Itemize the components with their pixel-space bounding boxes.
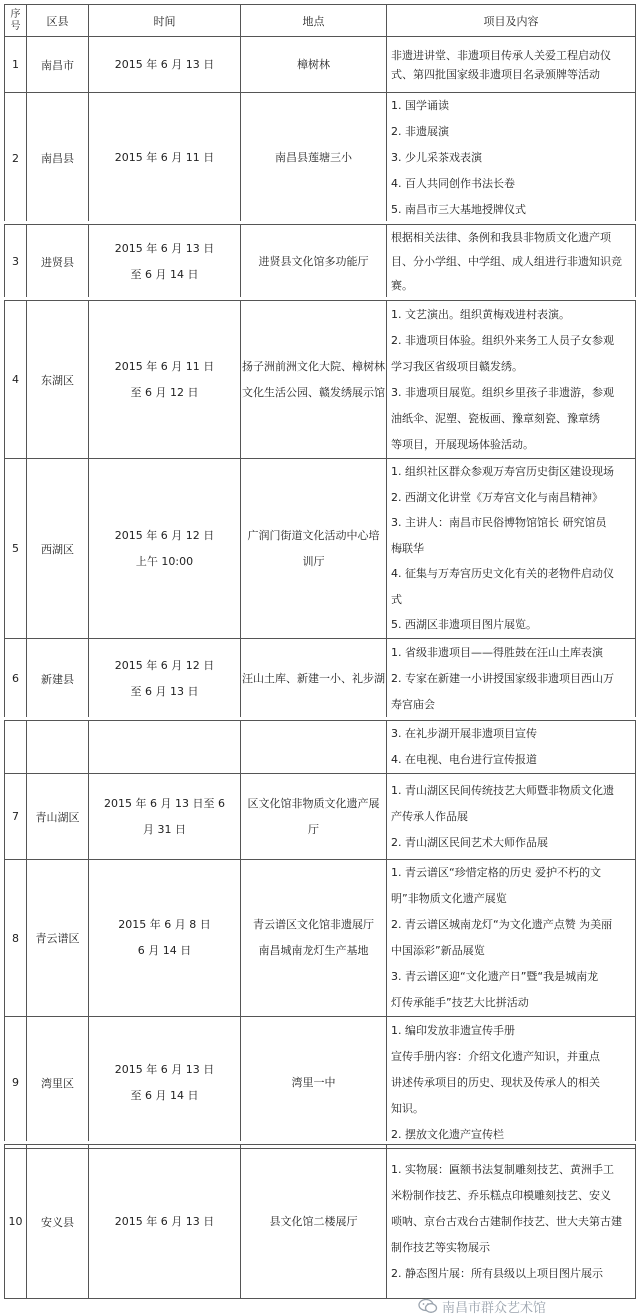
text-line: 2015 年 6 月 12 日 — [114, 528, 215, 542]
place-cell — [241, 774, 387, 860]
content-cell — [387, 301, 636, 459]
text-line: 式 — [391, 592, 402, 606]
header-seq: 序 号 — [5, 5, 27, 37]
table-header-row — [5, 5, 636, 37]
time-cell — [89, 225, 241, 299]
schedule-table-part-5 — [4, 1144, 636, 1299]
text-line: 1. 青云谱区“珍惜定格的历史 爱护不朽的文 — [391, 866, 602, 879]
text-line: 4. 在电视、电台进行宣传报道 — [391, 753, 537, 766]
text-line: 上午 10:00 — [135, 554, 194, 568]
text-line: 米粉制作技艺、乔乐糕点印模雕刻技艺、安义 — [391, 1188, 611, 1202]
text-line: 月 31 日 — [143, 822, 186, 836]
schedule-table-part-2 — [4, 224, 636, 299]
text-line: 樟树林 — [297, 57, 330, 71]
text-line: 广润门街道文化活动中心培 — [247, 528, 380, 542]
text-line: 产传承人作品展 — [391, 809, 468, 823]
schedule-table-part-1 — [4, 4, 636, 224]
text-line: 3. 主讲人：南昌市民俗博物馆馆长 研究馆员 — [391, 516, 607, 530]
text-line: 明”非物质文化遗产展览 — [391, 892, 507, 905]
content-cell — [387, 860, 636, 1017]
text-line: 南昌城南龙灯生产基地 — [258, 944, 369, 957]
text-line: 唢呐、京台古戏台古建制作技艺、世大夫第古建 — [391, 1214, 622, 1228]
time-cell — [89, 301, 241, 459]
row-number: 1 — [5, 37, 27, 93]
text-line: 5. 南昌市三大基地授牌仪式 — [391, 203, 526, 216]
row-number: 4 — [5, 301, 27, 459]
district-cell: 南昌市 — [27, 37, 89, 93]
district-cell: 安义县 — [27, 1145, 89, 1299]
content-cell — [387, 225, 636, 299]
place-cell — [241, 860, 387, 1017]
district-cell — [27, 721, 89, 774]
place-cell — [241, 225, 387, 299]
text-line: 2015 年 6 月 8 日 — [118, 918, 211, 931]
district-cell: 进贤县 — [27, 225, 89, 299]
header-place: 地点 — [241, 5, 387, 37]
text-line: 寿宫庙会 — [391, 697, 435, 711]
text-line: 2015 年 6 月 12 日 — [114, 658, 215, 672]
text-line: 2. 西湖文化讲堂《万寿宫文化与南昌精神》 — [391, 490, 603, 504]
table-row — [5, 301, 636, 459]
place-cell — [241, 93, 387, 224]
text-line: 2015 年 6 月 11 日 — [114, 359, 215, 373]
text-line: 2. 青云谱区城南龙灯“为文化遗产点赞 为美丽 — [391, 918, 613, 931]
text-line: 中国添彩”新品展览 — [391, 944, 485, 957]
district-cell: 青云谱区 — [27, 860, 89, 1017]
text-line: 制作技艺等实物展示 — [391, 1240, 490, 1254]
text-line: 至 6 月 14 日 — [130, 1088, 199, 1102]
text-line: 2015 年 6 月 13 日 — [114, 1214, 215, 1228]
text-line: 2015 年 6 月 13 日至 6 — [104, 796, 225, 810]
text-line: 南昌县莲塘三小 — [275, 151, 352, 164]
place-cell — [241, 721, 387, 774]
text-line: 知识。 — [391, 1101, 424, 1115]
time-cell — [89, 639, 241, 719]
text-line: 4. 百人共同创作书法长卷 — [391, 177, 515, 190]
text-line: 油纸伞、泥塑、瓷板画、豫章刻瓷、豫章绣 — [391, 411, 600, 425]
row-number — [5, 721, 27, 774]
row-number: 8 — [5, 860, 27, 1017]
district-cell: 西湖区 — [27, 459, 89, 639]
text-line: 1. 省级非遗项目——得胜鼓在汪山土库表演 — [391, 645, 603, 659]
text-line: 2. 摆放文化遗产宣传栏 — [391, 1127, 504, 1141]
time-cell — [89, 459, 241, 639]
watermark-text: 南昌市群众艺术馆 — [442, 1300, 547, 1316]
text-line: 训厅 — [302, 554, 325, 568]
time-cell — [89, 93, 241, 224]
text-line: 灯传承能手”技艺大比拼活动 — [391, 996, 529, 1009]
content-cell — [387, 774, 636, 860]
table-row — [5, 93, 636, 224]
table-row — [5, 774, 636, 860]
row-number: 9 — [5, 1017, 27, 1149]
text-line: 湾里一中 — [291, 1075, 336, 1089]
wechat-icon — [418, 1298, 438, 1314]
row-number: 10 — [5, 1145, 27, 1299]
text-line: 2015 年 6 月 13 日 — [114, 57, 215, 71]
text-line: 等项目，开展现场体验活动。 — [391, 437, 534, 451]
text-line: 区文化馆非物质文化遗产展 — [247, 796, 380, 810]
schedule-table-part-3 — [4, 300, 636, 719]
district-cell: 南昌县 — [27, 93, 89, 224]
table-row — [5, 860, 636, 1017]
text-line: 2. 专家在新建一小讲授国家级非遗项目西山万 — [391, 671, 614, 685]
text-line: 非遗进讲堂、非遗项目传承人关爱工程启动仪 — [391, 48, 611, 62]
place-cell — [241, 37, 387, 93]
content-cell — [387, 1017, 636, 1149]
row-number: 2 — [5, 93, 27, 224]
time-cell — [89, 1145, 241, 1299]
table-row — [5, 639, 636, 719]
text-line: 至 6 月 13 日 — [130, 684, 199, 698]
text-line: 4. 征集与万寿宫历史文化有关的老物件启动仪 — [391, 567, 614, 581]
text-line: 2015 年 6 月 13 日 — [114, 241, 215, 255]
content-cell — [387, 459, 636, 639]
row-number: 5 — [5, 459, 27, 639]
text-line: 文化生活公园、赣发绣展示馆 — [242, 385, 385, 399]
text-line: 3. 青云谱区迎“文化遗产日”暨“我是城南龙 — [391, 970, 599, 983]
text-line: 县文化馆二楼展厅 — [269, 1214, 358, 1228]
text-line: 扬子洲前洲文化大院、樟树林 — [242, 359, 385, 373]
row-number: 7 — [5, 774, 27, 860]
table-row — [5, 721, 636, 774]
text-line: 至 6 月 14 日 — [130, 267, 199, 281]
text-line: 宣传手册内容：介绍文化遗产知识，并重点 — [391, 1049, 600, 1063]
content-cell — [387, 639, 636, 719]
text-line: 目、分小学组、中学组、成人组进行非遗知识竞 — [391, 254, 622, 268]
table-row — [5, 225, 636, 299]
row-number: 6 — [5, 639, 27, 719]
text-line: 梅联华 — [391, 541, 424, 555]
time-cell — [89, 721, 241, 774]
text-line: 汪山土库、新建一小、礼步湖 — [242, 671, 385, 685]
text-line: 3. 少儿采茶戏表演 — [391, 151, 482, 164]
content-cell — [387, 37, 636, 93]
text-line: 式、第四批国家级非遗项目名录颁牌等活动 — [391, 67, 600, 81]
table-row — [5, 1017, 636, 1149]
table-row — [5, 459, 636, 639]
text-line: 1. 编印发放非遗宣传手册 — [391, 1023, 515, 1037]
text-line: 至 6 月 12 日 — [130, 385, 199, 399]
text-line: 1. 文艺演出。组织黄梅戏进村表演。 — [391, 307, 570, 321]
time-cell — [89, 774, 241, 860]
text-line: 3. 非遗项目展览。组织乡里孩子非遗游，参观 — [391, 385, 614, 399]
watermark — [418, 1296, 546, 1316]
time-cell — [89, 1017, 241, 1149]
place-cell — [241, 459, 387, 639]
header-district: 区县 — [27, 5, 89, 37]
text-line: 2015 年 6 月 13 日 — [114, 1062, 215, 1076]
text-line: 2. 非遗展演 — [391, 125, 449, 138]
district-cell: 东湖区 — [27, 301, 89, 459]
text-line: 厅 — [308, 822, 319, 836]
header-content: 项目及内容 — [387, 5, 636, 37]
row-number: 3 — [5, 225, 27, 299]
text-line: 青云谱区文化馆非遗展厅 — [253, 918, 374, 931]
text-line: 根据相关法律、条例和我县非物质文化遗产项 — [391, 230, 611, 244]
text-line: 进贤县文化馆多功能厅 — [258, 254, 369, 268]
text-line: 赛。 — [391, 278, 413, 292]
place-cell — [241, 1017, 387, 1149]
text-line: 1. 实物展：匾额书法复制雕刻技艺、黄洲手工 — [391, 1162, 614, 1176]
district-cell: 新建县 — [27, 639, 89, 719]
time-cell — [89, 37, 241, 93]
text-line: 6 月 14 日 — [137, 944, 192, 957]
content-cell — [387, 1145, 636, 1299]
table-row — [5, 37, 636, 93]
time-cell — [89, 860, 241, 1017]
text-line: 讲述传承项目的历史、现状及传承人的相关 — [391, 1075, 600, 1089]
text-line: 2. 静态图片展：所有县级以上项目图片展示 — [391, 1266, 603, 1280]
text-line: 1. 国学诵读 — [391, 99, 449, 112]
schedule-table-part-4 — [4, 720, 636, 1149]
place-cell — [241, 1145, 387, 1299]
district-cell: 青山湖区 — [27, 774, 89, 860]
text-line: 2015 年 6 月 11 日 — [114, 151, 215, 164]
content-cell — [387, 93, 636, 224]
place-cell — [241, 639, 387, 719]
text-line: 1. 组织社区群众参观万寿宫历史街区建设现场 — [391, 465, 614, 479]
text-line: 5. 西湖区非遗项目图片展览。 — [391, 618, 537, 632]
content-cell — [387, 721, 636, 774]
place-cell — [241, 301, 387, 459]
text-line: 2. 非遗项目体验。组织外来务工人员子女参观 — [391, 333, 614, 347]
header-time: 时间 — [89, 5, 241, 37]
table-row — [5, 1145, 636, 1299]
text-line: 学习我区省级项目赣发绣。 — [391, 359, 523, 373]
district-cell: 湾里区 — [27, 1017, 89, 1149]
text-line: 2. 青山湖区民间艺术大师作品展 — [391, 835, 548, 849]
text-line: 1. 青山湖区民间传统技艺大师暨非物质文化遗 — [391, 783, 614, 797]
text-line: 3. 在礼步湖开展非遗项目宣传 — [391, 727, 537, 740]
